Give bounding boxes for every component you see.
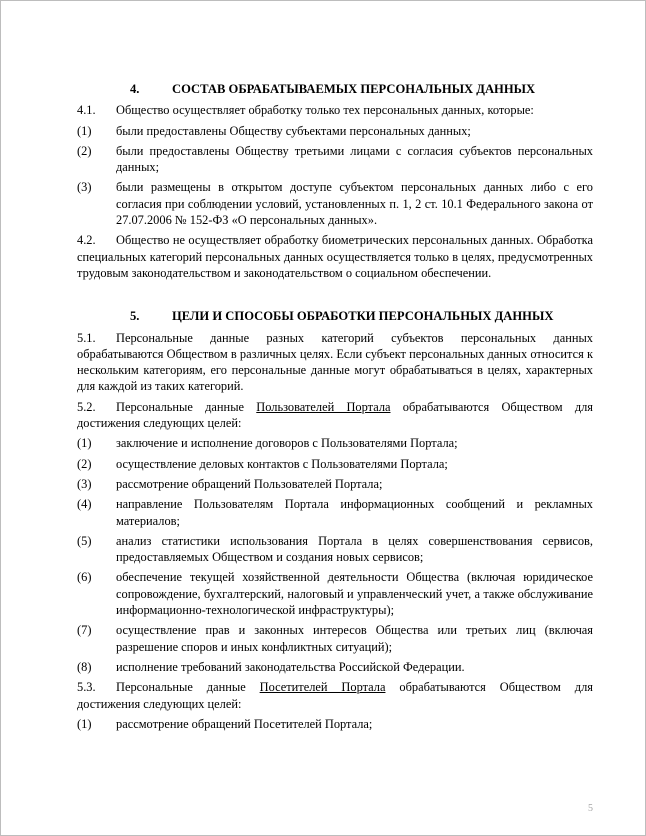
list-item bbox=[77, 622, 593, 655]
paragraph-4-2 bbox=[77, 232, 593, 281]
list-marker: (4) bbox=[77, 497, 92, 512]
list-text: рассмотрение обращений Посетителей Портала; bbox=[116, 716, 373, 731]
list-text: были предоставлены Обществу третьими лицами с согласия субъектов персональных данных; bbox=[116, 143, 593, 175]
section-5-title: ЦЕЛИ И СПОСОБЫ ОБРАБОТКИ ПЕРСОНАЛЬНЫХ ДАННЫХ bbox=[172, 309, 554, 324]
section-spacer bbox=[77, 285, 593, 308]
list-text: заключение и исполнение договоров с Пользователями Портала; bbox=[116, 436, 458, 451]
list-text: обеспечение текущей хозяйственной деятельности Общества (включая юридическое сопровождение, бухгалтерский, налоговый и управленческий учет, а также обслуживание информационно-технологической инфраструктуры); bbox=[116, 570, 593, 618]
underlined-term: Пользователей Портала bbox=[256, 399, 391, 414]
paragraph-marker: 4.1. bbox=[77, 103, 96, 118]
list-marker: (2) bbox=[77, 143, 92, 158]
list-text: были размещены в открытом доступе субъектом персональных данных либо с его согласия при соблюдении условий, установленных п. 1, 2 ст. 10.1 Федерального закона от 27.07.2006 № 152-ФЗ «О персональных данных». bbox=[116, 180, 593, 228]
section-5-heading bbox=[77, 308, 593, 324]
paragraph-5-2 bbox=[77, 399, 593, 432]
list-text: были предоставлены Обществу субъектами персональных данных; bbox=[116, 123, 471, 138]
list-marker: (2) bbox=[77, 456, 92, 471]
list-item bbox=[77, 456, 593, 472]
list-item bbox=[77, 435, 593, 451]
list-item bbox=[77, 569, 593, 618]
list-item bbox=[77, 533, 593, 566]
list-marker: (1) bbox=[77, 716, 92, 731]
list-item bbox=[77, 179, 593, 228]
page-content bbox=[77, 81, 593, 736]
list-item bbox=[77, 123, 593, 139]
list-item bbox=[77, 476, 593, 492]
paragraph-text-before: Персональные данные bbox=[116, 399, 257, 414]
list-item bbox=[77, 496, 593, 529]
section-4-number: 4. bbox=[130, 82, 140, 96]
list-text: исполнение требований законодательства Российской Федерации. bbox=[116, 659, 465, 674]
list-text: рассмотрение обращений Пользователей Портала; bbox=[116, 476, 383, 491]
paragraph-marker: 5.3. bbox=[77, 680, 96, 695]
paragraph-4-1 bbox=[77, 102, 593, 118]
list-text: направление Пользователям Портала информационных сообщений и рекламных материалов; bbox=[116, 497, 593, 528]
list-marker: (3) bbox=[77, 180, 92, 195]
paragraph-5-3 bbox=[77, 679, 593, 712]
list-marker: (5) bbox=[77, 533, 92, 548]
section-5-number: 5. bbox=[130, 309, 140, 324]
paragraph-text: Общество осуществляет обработку только тех персональных данных, которые: bbox=[116, 103, 534, 118]
list-marker: (1) bbox=[77, 123, 92, 138]
section-4-title: СОСТАВ ОБРАБАТЫВАЕМЫХ ПЕРСОНАЛЬНЫХ ДАННЫХ bbox=[172, 82, 536, 96]
list-item bbox=[77, 659, 593, 675]
list-item bbox=[77, 143, 593, 176]
paragraph-text-after: обрабатываются Обществом для достижения следующих целей: bbox=[77, 680, 593, 711]
paragraph-5-1 bbox=[77, 330, 593, 395]
list-marker: (3) bbox=[77, 476, 92, 491]
paragraph-text: Персональные данные разных категорий субъектов персональных данных обрабатываются Обществом в различных целях. Если субъект персональных данных относится к нескольким категориям, его персональные данные могут обрабатываться в целях, характерных для каждой из таких категорий. bbox=[77, 330, 593, 394]
paragraph-text-before: Персональные данные bbox=[116, 680, 260, 695]
section-4-heading bbox=[77, 81, 593, 97]
paragraph-text: Общество не осуществляет обработку биометрических персональных данных. Обработка специальных категорий персональных данных осуществляется только в целях, предусмотренных трудовым законодательством и законодательством о социальном обеспечении. bbox=[77, 233, 593, 280]
paragraph-text-after: обрабатываются Обществом для достижения следующих целей: bbox=[77, 399, 593, 431]
list-marker: (1) bbox=[77, 436, 92, 451]
page-number: 5 bbox=[588, 803, 593, 814]
paragraph-marker: 5.1. bbox=[77, 330, 96, 345]
list-marker: (8) bbox=[77, 659, 92, 674]
paragraph-marker: 5.2. bbox=[77, 399, 96, 414]
paragraph-marker: 4.2. bbox=[77, 233, 96, 248]
list-marker: (6) bbox=[77, 570, 92, 585]
list-text: осуществление деловых контактов с Пользователями Портала; bbox=[116, 456, 448, 471]
list-item bbox=[77, 716, 593, 732]
list-text: осуществление прав и законных интересов Общества или третьих лиц (включая разрешение споров и иных конфликтных ситуаций); bbox=[116, 623, 593, 654]
list-marker: (7) bbox=[77, 623, 92, 638]
underlined-term: Посетителей Портала bbox=[259, 680, 386, 695]
list-text: анализ статистики использования Портала в целях совершенствования сервисов, предоставляемых Обществом и создания новых сервисов; bbox=[116, 533, 593, 565]
